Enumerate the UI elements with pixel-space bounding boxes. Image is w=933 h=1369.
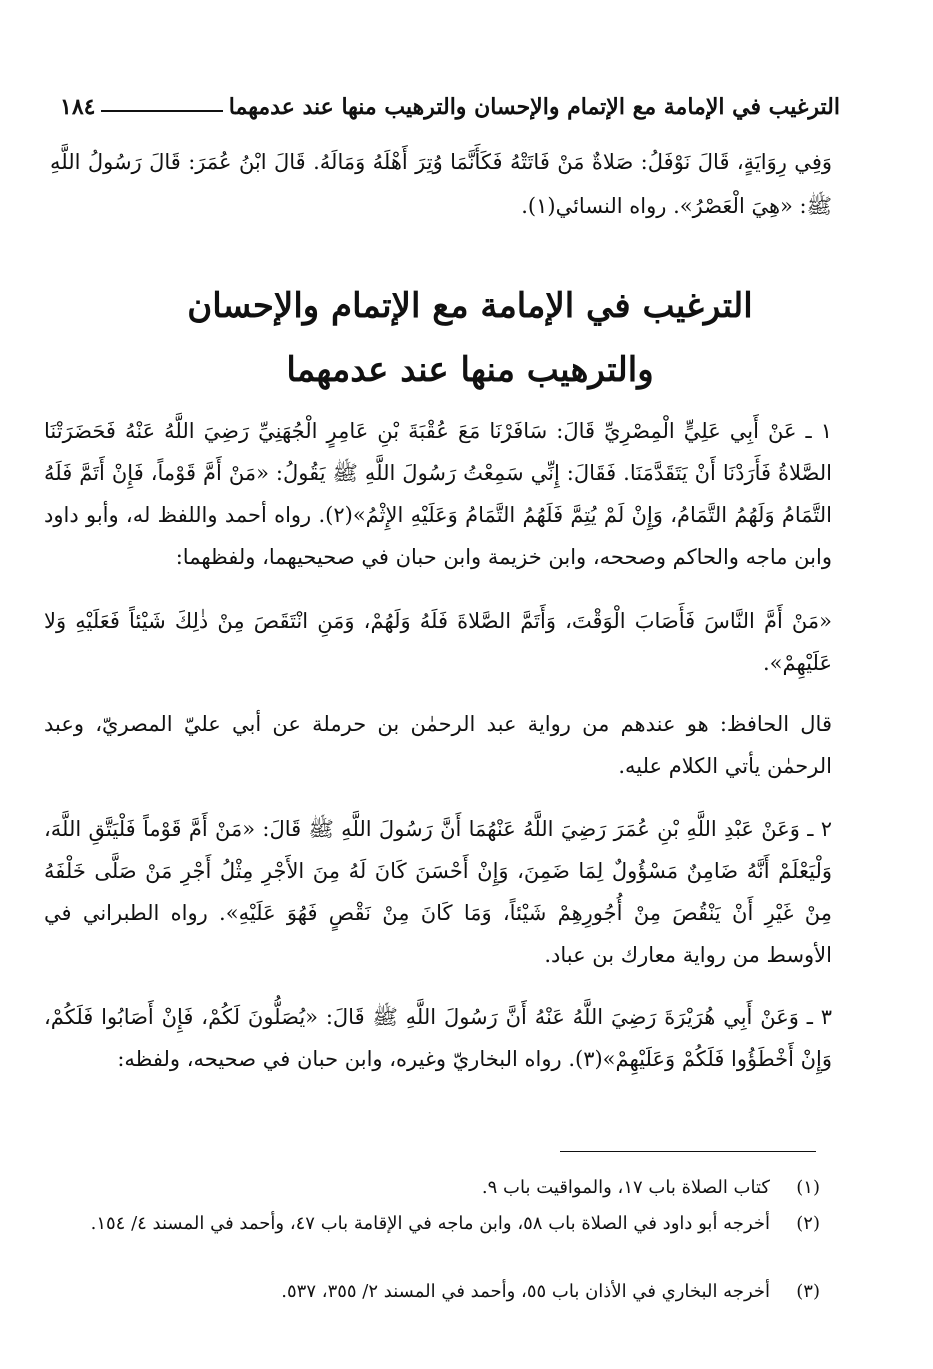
hadith-1-variant: «مَنْ أَمَّ النَّاسَ فَأَصَابَ الْوَقْتَ، وَأَتَمَّ الصَّلاةَ فَلَهُ وَلَهُمْ، وَمَنِ انْتَقَصَ مِنْ ذٰلِكَ شَيْئاً فَعَلَيْهِ وَلا عَلَيْهِمْ». [44,609,832,675]
chapter-title-line-2: والترهيب منها عند عدمهما [286,350,654,390]
header-rule [101,110,222,112]
footnote-2 [60,1208,820,1240]
footnote-separator [560,1151,816,1152]
footnote-text: أخرجه البخاري في الأذان باب ٥٥، وأحمد في المسند ٢/ ٣٥٥، ٥٣٧. [281,1281,770,1302]
footnote-1 [60,1172,820,1204]
hafiz-comment: قال الحافظ: هو عندهم من رواية عبد الرحمٰن بن حرملة عن أبي عليّ المصريّ، وعبد الرحمٰن يأتي الكلام عليه. [44,712,832,778]
footnote-text: أخرجه أبو داود في الصلاة باب ٥٨، وابن ماجه في الإقامة باب ٤٧، وأحمد في المسند ٤/ ١٥٤. [90,1213,770,1234]
running-header [60,86,840,120]
hadith-2: ٢ ـ وَعَنْ عَبْدِ اللَّهِ بْنِ عُمَرَ رَضِيَ اللَّهُ عَنْهُمَا أَنَّ رَسُولَ اللَّهِ ﷺ قَالَ: «مَنْ أَمَّ قَوْماً فَلْيَتَّقِ اللَّهَ، وَلْيَعْلَمْ أَنَّهُ ضَامِنٌ مَسْؤُولٌ لِمَا ضَمِنَ، وَإِنْ أَحْسَنَ كَانَ لَهُ مِنَ الأَجْرِ مِثْلُ أَجْرِ مَنْ صَلَّى خَلْفَهُ مِنْ غَيْرِ أَنْ يَنْقُصَ مِنْ أُجُورِهِمْ شَيْئاً، وَمَا كَانَ مِنْ نَقْصٍ فَهُوَ عَلَيْهِ». رواه الطبراني في الأوسط من رواية معارك بن عباد. [44,817,832,967]
footnote-3 [60,1276,820,1308]
chapter-title-line-1: الترغيب في الإمامة مع الإتمام والإحسان [187,286,753,326]
footnote-number: (٢) [796,1213,820,1234]
footnote-number: (١) [796,1177,820,1198]
footnote-text: كتاب الصلاة باب ١٧، والمواقيت باب ٩. [481,1177,770,1198]
hadith-1: ١ ـ عَنْ أَبِي عَلِيٍّ الْمِصْرِيِّ قَالَ: سَافَرْنَا مَعَ عُقْبَةَ بْنِ عَامِرٍ الْجُهَنِيِّ رَضِيَ اللَّهُ عَنْهُ فَحَضَرَتْنَا الصَّلاةُ فَأَرَدْنَا أَنْ يَتَقَدَّمَنَا. فَقَالَ: إِنِّي سَمِعْتُ رَسُولَ اللَّهِ ﷺ يَقُولُ: «مَنْ أَمَّ قَوْماً، فَإِنْ أَتَمَّ فَلَهُ التَّمَامُ وَلَهُمُ التَّمَامُ، وَإِنْ لَمْ يُتِمَّ فَلَهُمُ التَّمَامُ وَعَلَيْهِ الإِثْمُ»(٢). رواه أحمد واللفظ له، وأبو داود وابن ماجه والحاكم وصححه، وابن خزيمة وابن حبان في صحيحيهما، ولفظهما: [44,419,832,569]
running-header-title: الترغيب في الإمامة مع الإتمام والإحسان والترهيب منها عند عدمهما [228,94,840,120]
page-number: ١٨٤ [60,94,96,120]
intro-paragraph: وَفِي رِوَايَةٍ، قَالَ نَوْفَلُ: صَلاةٌ مَنْ فَاتَتْهُ فَكَأَنَّمَا وُتِرَ أَهْلَهُ وَمَالَهُ. قَالَ ابْنُ عُمَرَ: قَالَ رَسُولُ اللَّهِ ﷺ: «هِيَ الْعَصْرُ». رواه النسائي(١). [50,150,832,218]
hadith-3: ٣ ـ وَعَنْ أَبِي هُرَيْرَةَ رَضِيَ اللَّهُ عَنْهُ أَنَّ رَسُولَ اللَّهِ ﷺ قَالَ: «يُصَلُّونَ لَكُمْ، فَإِنْ أَصَابُوا فَلَكُمْ، وَإِنْ أَخْطَؤُوا فَلَكُمْ وَعَلَيْهِمْ»(٣). رواه البخاريّ وغيره، وابن حبان في صحيحه، ولفظه: [44,1005,832,1071]
footnote-number: (٣) [796,1281,820,1302]
